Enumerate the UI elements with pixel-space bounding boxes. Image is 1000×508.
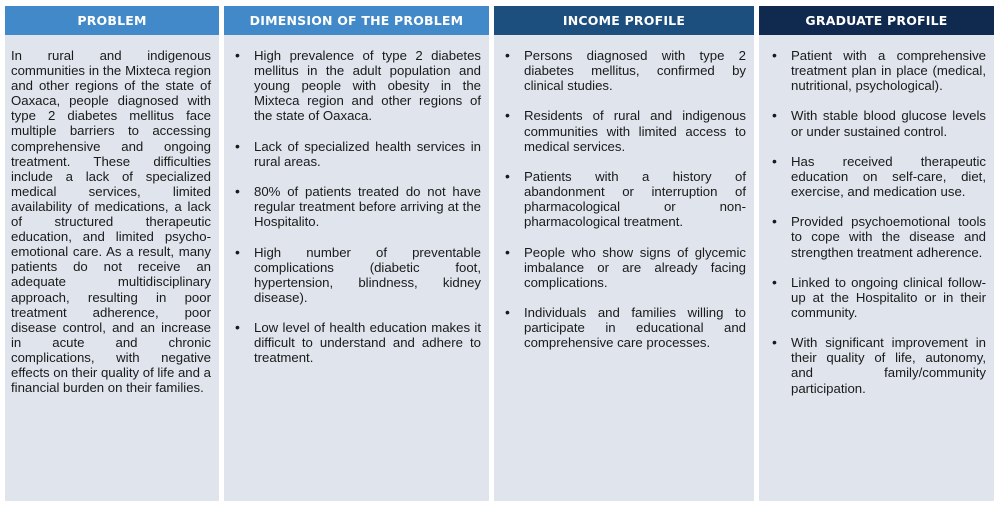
income-profile-column	[494, 6, 754, 501]
list-item: • With stable blood glucose levels or under sustained control.	[771, 108, 986, 138]
list-item: • Provided psychoemotional tools to cope with the disease and strengthen treatment adherence.	[771, 214, 986, 259]
list-item: • Linked to ongoing clinical follow-up at the Hospitalito or in their community.	[771, 275, 986, 320]
list-item: • Has received therapeutic education on self-care, diet, exercise, and medication use.	[771, 154, 986, 199]
income-profile-body	[494, 35, 754, 350]
list-item: • 80% of patients treated do not have regular treatment before arriving at the Hospitalito.	[234, 184, 481, 229]
graduate-profile-column	[759, 6, 994, 501]
problem-body	[5, 35, 219, 395]
list-item: • Patients with a history of abandonment or interruption of pharmacological or non-pharmacological treatment.	[504, 169, 746, 229]
list-item: • With significant improvement in their quality of life, autonomy, and family/community participation.	[771, 335, 986, 395]
list-item: • Lack of specialized health services in rural areas.	[234, 139, 481, 169]
list-item: • Patient with a comprehensive treatment plan in place (medical, nutritional, psychological).	[771, 48, 986, 93]
list-item: • High prevalence of type 2 diabetes mellitus in the adult population and young people with obesity in the Mixteca region and other regions of the state of Oaxaca.	[234, 48, 481, 123]
graduate-profile-header: GRADUATE PROFILE	[759, 6, 994, 35]
list-item: • People who show signs of glycemic imbalance or are already facing complications.	[504, 245, 746, 290]
dimension-header: DIMENSION OF THE PROBLEM	[224, 6, 489, 35]
income-profile-header: INCOME PROFILE	[494, 6, 754, 35]
list-item: • Persons diagnosed with type 2 diabetes mellitus, confirmed by clinical studies.	[504, 48, 746, 93]
list-item: • High number of preventable complications (diabetic foot, hypertension, blindness, kidney disease).	[234, 245, 481, 305]
graduate-profile-body	[759, 35, 994, 396]
list-item: • Low level of health education makes it difficult to understand and adhere to treatment.	[234, 320, 481, 365]
list-item: • Residents of rural and indigenous communities with limited access to medical services.	[504, 108, 746, 153]
problem-header: PROBLEM	[5, 6, 219, 35]
dimension-body	[224, 35, 489, 365]
dimension-column	[224, 6, 489, 501]
problem-paragraph: In rural and indigenous communities in the Mixteca region and other regions of the state of Oaxaca, people diagnosed with type 2 diabetes mellitus face multiple barriers to accessing comprehensive and ongoing treatment. These difficulties include a lack of specialized medical services, limited availability of medications, a lack of structured therapeutic education, and limited psycho-emotional care. As a result, many patients do not receive an adequate multidisciplinary approach, resulting in poor treatment adherence, poor disease control, and an increase in acute and chronic complications, with negative effects on their quality of life and a financial burden on their families.	[11, 48, 211, 396]
dimension-list	[234, 48, 481, 365]
graduate-profile-list	[771, 48, 986, 396]
list-item: • Individuals and families willing to participate in educational and comprehensive care processes.	[504, 305, 746, 350]
income-profile-list	[504, 48, 746, 350]
problem-column	[5, 6, 219, 501]
